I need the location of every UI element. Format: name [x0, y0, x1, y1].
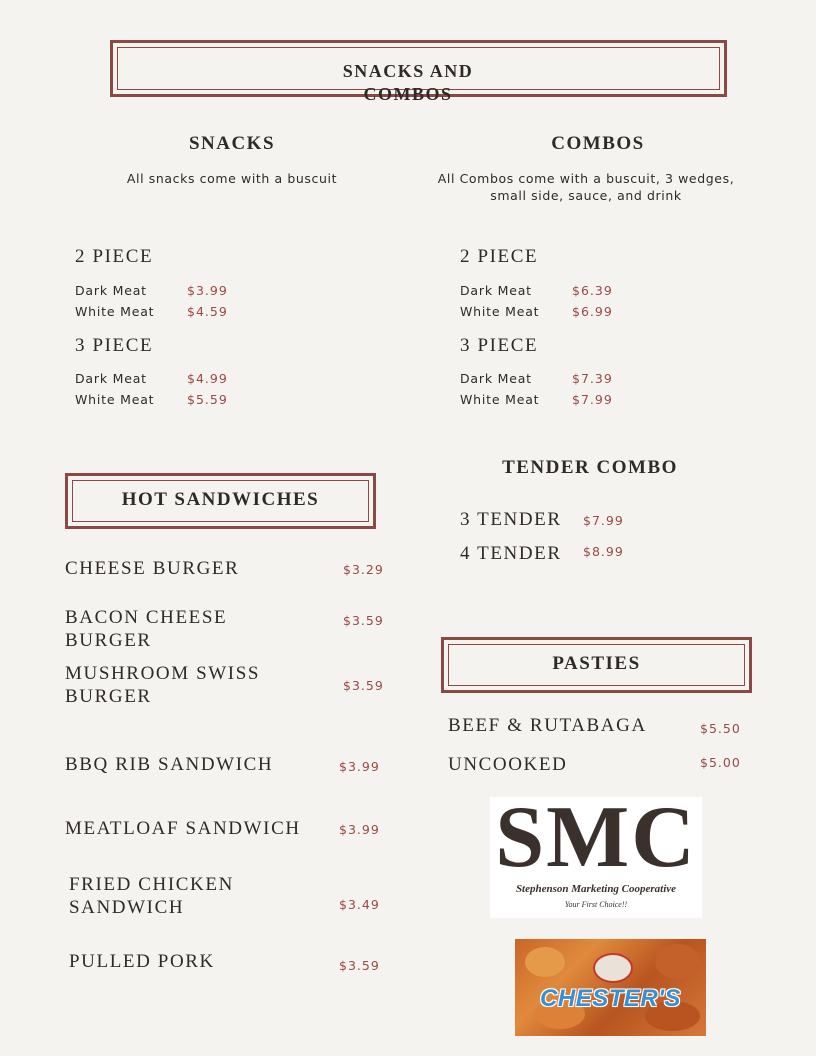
tender-3-price: $7.99: [583, 513, 624, 528]
sandwich-bbq-rib-name: BBQ RIB SANDWICH: [65, 754, 274, 775]
combos-2p-white-price: $6.99: [572, 304, 613, 319]
sandwich-mushroom-swiss-burger-name: MUSHROOM SWISS BURGER: [65, 663, 261, 707]
sandwich-bbq-rib-price: $3.99: [339, 759, 380, 774]
snacks-description: All snacks come with a buscuit: [126, 171, 338, 186]
chesters-wordmark: CHESTER'S: [540, 985, 681, 1012]
smc-logo-tagline: Your First Choice!!: [564, 900, 628, 909]
snacks-3p-dark-name: Dark Meat: [75, 371, 147, 386]
pasty-uncooked-price: $5.00: [700, 755, 741, 770]
sandwich-bacon-cheese-burger-name: BACON CHEESE BURGER: [65, 607, 228, 651]
smc-logo-letters: SMC: [495, 789, 697, 886]
page-title: SNACKS AND COMBOS: [342, 61, 474, 104]
hot-sandwiches-heading: HOT SANDWICHES: [121, 489, 320, 510]
tender-4-name: 4 TENDER: [460, 543, 562, 564]
pasty-uncooked-name: UNCOOKED: [448, 754, 568, 775]
pasty-beef-rutabaga-name: BEEF & RUTABAGA: [448, 715, 647, 736]
combos-3p-white-price: $7.99: [572, 392, 613, 407]
smc-logo: [490, 789, 702, 918]
sandwich-pulled-pork-price: $3.59: [339, 958, 380, 973]
sandwich-cheese-burger-price: $3.29: [343, 562, 384, 577]
combos-description: All Combos come with a buscuit, 3 wedges, small side, sauce, and drink: [437, 171, 735, 203]
combos-2p-white-name: White Meat: [460, 304, 540, 319]
combos-2p-dark-name: Dark Meat: [460, 283, 532, 298]
chesters-logo: [515, 939, 706, 1036]
combos-3-piece-label: 3 PIECE: [460, 335, 539, 356]
combos-2p-dark-price: $6.39: [572, 283, 613, 298]
tender-4-price: $8.99: [583, 544, 624, 559]
combos-3p-dark-name: Dark Meat: [460, 371, 532, 386]
sandwich-meatloaf-name: MEATLOAF SANDWICH: [65, 818, 301, 839]
sandwich-pulled-pork-name: PULLED PORK: [69, 951, 215, 972]
pasty-beef-rutabaga-price: $5.50: [700, 721, 741, 736]
snacks-2p-white-name: White Meat: [75, 304, 155, 319]
tender-combo-heading: TENDER COMBO: [502, 457, 678, 478]
snacks-2-piece-label: 2 PIECE: [75, 246, 154, 267]
combos-3p-white-name: White Meat: [460, 392, 540, 407]
snacks-3p-dark-price: $4.99: [187, 371, 228, 386]
snacks-2p-dark-name: Dark Meat: [75, 283, 147, 298]
sandwich-cheese-burger-name: CHEESE BURGER: [65, 558, 240, 579]
smc-logo-name: Stephenson Marketing Cooperative: [515, 883, 677, 895]
snacks-2p-white-price: $4.59: [187, 304, 228, 319]
sandwich-meatloaf-price: $3.99: [339, 822, 380, 837]
combos-3p-dark-price: $7.39: [572, 371, 613, 386]
sandwich-mushroom-swiss-burger-price: $3.59: [343, 678, 384, 693]
snacks-3p-white-price: $5.59: [187, 392, 228, 407]
snacks-3p-white-name: White Meat: [75, 392, 155, 407]
snacks-3-piece-label: 3 PIECE: [75, 335, 154, 356]
sandwich-fried-chicken-price: $3.49: [339, 897, 380, 912]
snacks-heading: SNACKS: [188, 133, 276, 154]
snacks-2p-dark-price: $3.99: [187, 283, 228, 298]
combos-2-piece-label: 2 PIECE: [460, 246, 539, 267]
tender-3-name: 3 TENDER: [460, 509, 562, 530]
sandwich-fried-chicken-name: FRIED CHICKEN SANDWICH: [69, 874, 234, 918]
pasties-heading: PASTIES: [552, 653, 641, 674]
combos-heading: COMBOS: [551, 133, 645, 154]
sandwich-bacon-cheese-burger-price: $3.59: [343, 613, 384, 628]
